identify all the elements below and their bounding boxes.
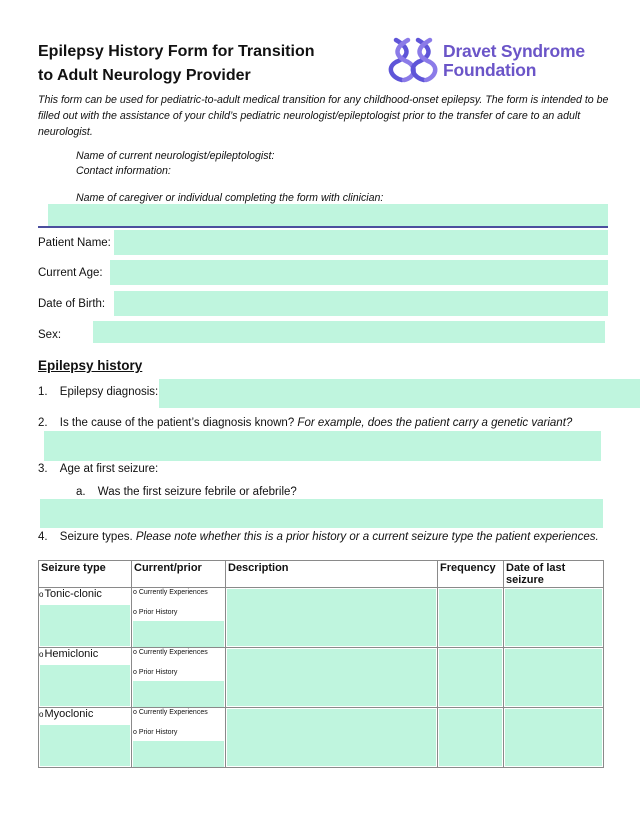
logo-line2: Foundation xyxy=(443,60,537,80)
seizure-type-field[interactable] xyxy=(40,725,130,766)
date-last-seizure-cell xyxy=(504,588,604,648)
radio-bullet-icon: o xyxy=(133,589,137,596)
seizure-type-option[interactable] xyxy=(39,648,131,660)
radio-bullet-icon: o xyxy=(39,650,44,659)
radio-bullet-icon: o xyxy=(133,649,137,656)
question-2-text: Is the cause of the patient’s diagnosis known? xyxy=(59,417,295,429)
contact-label: Contact information: xyxy=(76,165,171,177)
sex-field[interactable] xyxy=(93,321,605,343)
question-1 xyxy=(38,385,158,399)
question-1-text: Epilepsy diagnosis: xyxy=(59,386,159,398)
table-row xyxy=(39,708,604,768)
patient-name-label: Patient Name: xyxy=(38,237,111,249)
seizure-type-cell xyxy=(39,708,132,768)
frequency-cell xyxy=(438,588,504,648)
current-option[interactable] xyxy=(133,649,208,656)
frequency-cell xyxy=(438,708,504,768)
caregiver-label: Name of caregiver or individual completing the form with clinician: xyxy=(76,192,384,204)
seizure-type-option[interactable] xyxy=(39,588,131,600)
section-divider xyxy=(38,226,608,228)
prior-option[interactable] xyxy=(133,729,177,736)
description-cell xyxy=(226,648,438,708)
radio-bullet-icon: o xyxy=(133,729,137,736)
current-prior-field[interactable] xyxy=(133,741,224,767)
seizure-types-table xyxy=(38,560,604,768)
current-option-label: Currently Experiences xyxy=(138,589,208,596)
question-2 xyxy=(38,416,572,430)
intro-paragraph: This form can be used for pediatric-to-adult medical transition for any childhood-onset epilepsy. The form is intended to be filled out with the assistance of your child’s pediatric neurologist/epileptologist prior to the transfer of care to an adult neurologist. xyxy=(38,94,609,138)
question-3a xyxy=(76,485,297,499)
seizure-type-field[interactable] xyxy=(40,665,130,706)
current-prior-field[interactable] xyxy=(133,681,224,707)
diagnosis-field[interactable] xyxy=(159,379,640,408)
date-last-seizure-cell xyxy=(504,708,604,768)
question-1-number: 1. xyxy=(38,386,48,398)
date-last-seizure-field[interactable] xyxy=(505,709,602,766)
caregiver-field[interactable] xyxy=(48,204,608,226)
current-option-label: Currently Experiences xyxy=(138,709,208,716)
question-3a-number: a. xyxy=(76,486,86,498)
logo-line1: Dravet Syndrome xyxy=(443,41,585,61)
current-option[interactable] xyxy=(133,709,208,716)
question-4-text: Seizure types. xyxy=(59,531,133,543)
epilepsy-history-heading: Epilepsy history xyxy=(38,358,143,373)
radio-bullet-icon: o xyxy=(133,709,137,716)
radio-bullet-icon: o xyxy=(39,710,44,719)
question-4-number: 4. xyxy=(38,531,48,543)
header-current-prior: Current/prior xyxy=(132,561,226,588)
frequency-field[interactable] xyxy=(439,649,502,706)
patient-name-field[interactable] xyxy=(114,230,608,255)
question-3a-text: Was the first seizure febrile or afebrile? xyxy=(97,486,297,498)
question-3-text: Age at first seizure: xyxy=(59,463,159,475)
current-prior-cell xyxy=(132,588,226,648)
current-age-label: Current Age: xyxy=(38,267,103,279)
header-frequency: Frequency xyxy=(438,561,504,588)
description-field[interactable] xyxy=(227,709,436,766)
radio-bullet-icon: o xyxy=(39,590,44,599)
dna-helix-icon xyxy=(388,36,440,84)
form-title-line1: Epilepsy History Form for Transition xyxy=(38,43,315,60)
prior-option-label: Prior History xyxy=(138,609,178,616)
header-seizure-type: Seizure type xyxy=(39,561,132,588)
header-date-last-seizure: Date of last seizure xyxy=(504,561,604,588)
current-option-label: Currently Experiences xyxy=(138,649,208,656)
current-prior-field[interactable] xyxy=(133,621,224,647)
seizure-type-cell xyxy=(39,588,132,648)
dob-label: Date of Birth: xyxy=(38,298,106,310)
seizure-type-label: Tonic-clonic xyxy=(44,588,102,600)
frequency-field[interactable] xyxy=(439,709,502,766)
header-description: Description xyxy=(226,561,438,588)
prior-option-label: Prior History xyxy=(138,669,178,676)
radio-bullet-icon: o xyxy=(133,609,137,616)
current-option[interactable] xyxy=(133,589,208,596)
seizure-type-cell xyxy=(39,648,132,708)
table-row xyxy=(39,588,604,648)
form-title xyxy=(38,40,368,88)
date-last-seizure-field[interactable] xyxy=(505,649,602,706)
radio-bullet-icon: o xyxy=(133,669,137,676)
frequency-field[interactable] xyxy=(439,589,502,646)
question-2-number: 2. xyxy=(38,417,48,429)
current-prior-cell xyxy=(132,708,226,768)
current-age-field[interactable] xyxy=(110,260,608,285)
description-cell xyxy=(226,588,438,648)
prior-option[interactable] xyxy=(133,669,177,676)
prior-option-label: Prior History xyxy=(138,729,178,736)
date-last-seizure-field[interactable] xyxy=(505,589,602,646)
question-4 xyxy=(38,530,599,544)
seizure-type-label: Myoclonic xyxy=(44,708,94,720)
dob-field[interactable] xyxy=(114,291,608,316)
current-prior-cell xyxy=(132,648,226,708)
logo-text xyxy=(443,42,585,80)
cause-field[interactable] xyxy=(44,431,601,461)
seizure-type-field[interactable] xyxy=(40,605,130,646)
table-row xyxy=(39,648,604,708)
form-title-line2: to Adult Neurology Provider xyxy=(38,67,251,84)
question-3-number: 3. xyxy=(38,463,48,475)
frequency-cell xyxy=(438,648,504,708)
prior-option[interactable] xyxy=(133,609,177,616)
question-3 xyxy=(38,462,158,476)
sex-label: Sex: xyxy=(38,329,62,341)
table-header-row xyxy=(39,561,604,588)
neurologist-label: Name of current neurologist/epileptologist: xyxy=(76,150,275,162)
first-seizure-field[interactable] xyxy=(40,499,603,528)
question-2-hint: For example, does the patient carry a genetic variant? xyxy=(297,417,573,429)
description-cell xyxy=(226,708,438,768)
question-4-hint: Please note whether this is a prior history or a current seizure type the patient experiences. xyxy=(135,531,599,543)
description-field[interactable] xyxy=(227,649,436,706)
seizure-type-option[interactable] xyxy=(39,708,131,720)
seizure-type-label: Hemiclonic xyxy=(44,648,99,660)
description-field[interactable] xyxy=(227,589,436,646)
date-last-seizure-cell xyxy=(504,648,604,708)
